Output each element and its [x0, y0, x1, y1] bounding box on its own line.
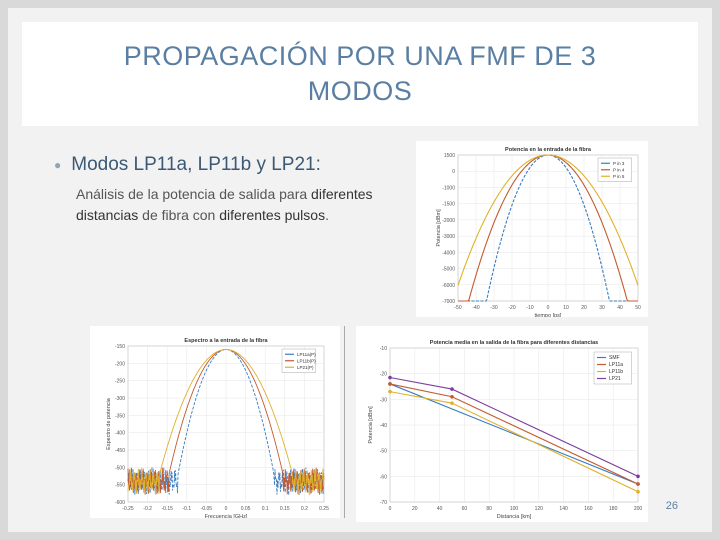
x-tick-label: 0: [388, 506, 392, 512]
y-tick-label: 0: [452, 169, 455, 176]
x-tick-label: -30: [490, 305, 498, 311]
paragraph-emphasis: pulsos: [284, 207, 326, 223]
page-number: 26: [665, 500, 678, 512]
y-tick-label: -550: [114, 482, 125, 489]
data-point: [450, 387, 454, 391]
x-tick-label: 40: [436, 506, 443, 512]
x-tick-label: 160: [584, 506, 593, 512]
y-tick-label: -4000: [442, 250, 455, 257]
data-point: [636, 482, 640, 486]
y-tick-label: 1500: [443, 153, 455, 159]
x-axis-label: Frecuencia [GHz]: [204, 514, 248, 518]
x-tick-label: -0.05: [200, 506, 213, 512]
y-tick-label: -600: [114, 500, 125, 506]
x-tick-label: 50: [635, 305, 641, 311]
bullet-item: [54, 154, 321, 176]
x-tick-label: -0.1: [182, 506, 192, 512]
x-tick-label: 0.25: [319, 506, 329, 512]
y-tick-label: -350: [114, 413, 125, 420]
x-tick-label: -40: [472, 305, 480, 311]
legend-entry: LP11b(P): [297, 358, 316, 364]
y-tick-label: -300: [114, 396, 125, 402]
y-axis-label: Espectro de potencia: [106, 398, 112, 450]
x-tick-label: -0.15: [161, 506, 173, 512]
y-tick-label: -20: [379, 371, 387, 378]
x-tick-label: 0.05: [240, 506, 251, 512]
legend-entry: P in 3: [613, 160, 625, 166]
slide: [8, 8, 712, 532]
divider: [344, 326, 345, 518]
x-tick-label: 0: [224, 506, 228, 512]
legend-entry: LP11b: [609, 369, 624, 376]
chart-input-power: [416, 141, 648, 317]
y-tick-label: -60: [379, 474, 387, 481]
bullet-text: Modos LP11a, LP11b y LP21:: [71, 154, 321, 175]
paragraph-emphasis: diferentes distancias: [76, 186, 373, 223]
description-paragraph: [76, 184, 416, 226]
x-tick-label: -0.25: [122, 506, 134, 512]
x-tick-label: -10: [526, 305, 534, 311]
data-point: [636, 490, 640, 494]
data-point: [636, 475, 640, 479]
y-axis-label: Potencia [dBm]: [368, 406, 374, 444]
x-tick-label: 10: [563, 305, 569, 311]
x-tick-label: 60: [461, 506, 468, 512]
y-tick-label: -450: [114, 448, 125, 454]
y-axis-label: Potencia [dBm]: [436, 209, 442, 247]
paragraph-text: .: [325, 207, 329, 223]
legend-entry: P in 5: [613, 173, 625, 179]
x-tick-label: 40: [617, 305, 623, 311]
legend-entry: LP11a(P): [297, 351, 316, 357]
y-tick-label: -5000: [442, 266, 455, 273]
legend-entry: LP21: [609, 376, 621, 383]
x-tick-label: 140: [559, 506, 568, 512]
x-tick-label: 0.1: [261, 506, 269, 512]
x-tick-label: 20: [412, 506, 418, 512]
chart-title: Espectro a la entrada de la fibra: [184, 338, 268, 344]
data-point: [450, 395, 454, 399]
y-tick-label: -500: [114, 465, 125, 472]
chart-output-power-distance: [356, 326, 648, 522]
data-point: [388, 376, 392, 380]
x-tick-label: -0.2: [143, 506, 152, 512]
y-tick-label: -30: [379, 397, 387, 404]
x-axis-label: tiempo [ps]: [534, 313, 562, 317]
y-tick-label: -400: [114, 430, 125, 437]
y-tick-label: -150: [114, 344, 125, 350]
y-tick-label: -3000: [442, 234, 455, 241]
x-tick-label: 180: [609, 506, 618, 512]
y-tick-label: -2000: [442, 217, 455, 224]
x-axis-label: Distancia [km]: [496, 514, 532, 520]
chart-title: Potencia media en la salida de la fibra para diferentes distancias: [429, 340, 599, 346]
legend-entry: LP21(P): [297, 364, 314, 370]
x-tick-label: 0: [546, 305, 550, 311]
paragraph-text: Análisis de la potencia de salida para: [76, 186, 308, 202]
y-tick-label: -1000: [442, 185, 455, 192]
y-tick-label: -6000: [442, 282, 455, 289]
paragraph-text: de fibra con: [142, 207, 216, 223]
data-point: [450, 401, 454, 405]
legend-entry: P in 4: [613, 167, 625, 173]
x-tick-label: 200: [633, 506, 643, 512]
y-tick-label: -70: [379, 500, 387, 506]
x-tick-label: -50: [454, 305, 462, 311]
slide-title: PROPAGACIÓN POR UNA FMF DE 3 MODOS: [123, 41, 597, 106]
y-tick-label: -10: [379, 346, 387, 352]
x-tick-label: 0.15: [279, 506, 290, 512]
x-tick-label: -20: [508, 305, 516, 311]
legend-entry: SMF: [609, 355, 620, 362]
chart-input-spectrum-svg: [90, 326, 340, 518]
chart-input-power-svg: [416, 141, 648, 317]
chart-output-power-distance-svg: [356, 326, 648, 522]
data-point: [388, 390, 392, 394]
paragraph-emphasis: diferentes: [219, 207, 281, 223]
y-tick-label: -200: [114, 361, 125, 368]
x-tick-label: 100: [509, 506, 519, 512]
chart-input-spectrum: [90, 326, 340, 518]
title-box: [22, 22, 698, 126]
y-tick-label: -7000: [442, 299, 455, 305]
x-tick-label: 80: [486, 506, 492, 512]
x-tick-label: 30: [599, 305, 605, 311]
bullet-dot-icon: ●: [54, 158, 62, 172]
x-tick-label: 0.2: [300, 506, 308, 512]
x-tick-label: 120: [534, 506, 543, 512]
y-tick-label: -50: [379, 448, 387, 455]
data-point: [388, 382, 392, 386]
x-tick-label: 20: [581, 305, 587, 311]
chart-title: Potencia en la entrada de la fibra: [505, 147, 591, 153]
legend-entry: LP11a: [609, 362, 624, 369]
y-tick-label: -40: [379, 423, 387, 429]
y-tick-label: -1500: [442, 201, 455, 208]
y-tick-label: -250: [114, 378, 125, 385]
